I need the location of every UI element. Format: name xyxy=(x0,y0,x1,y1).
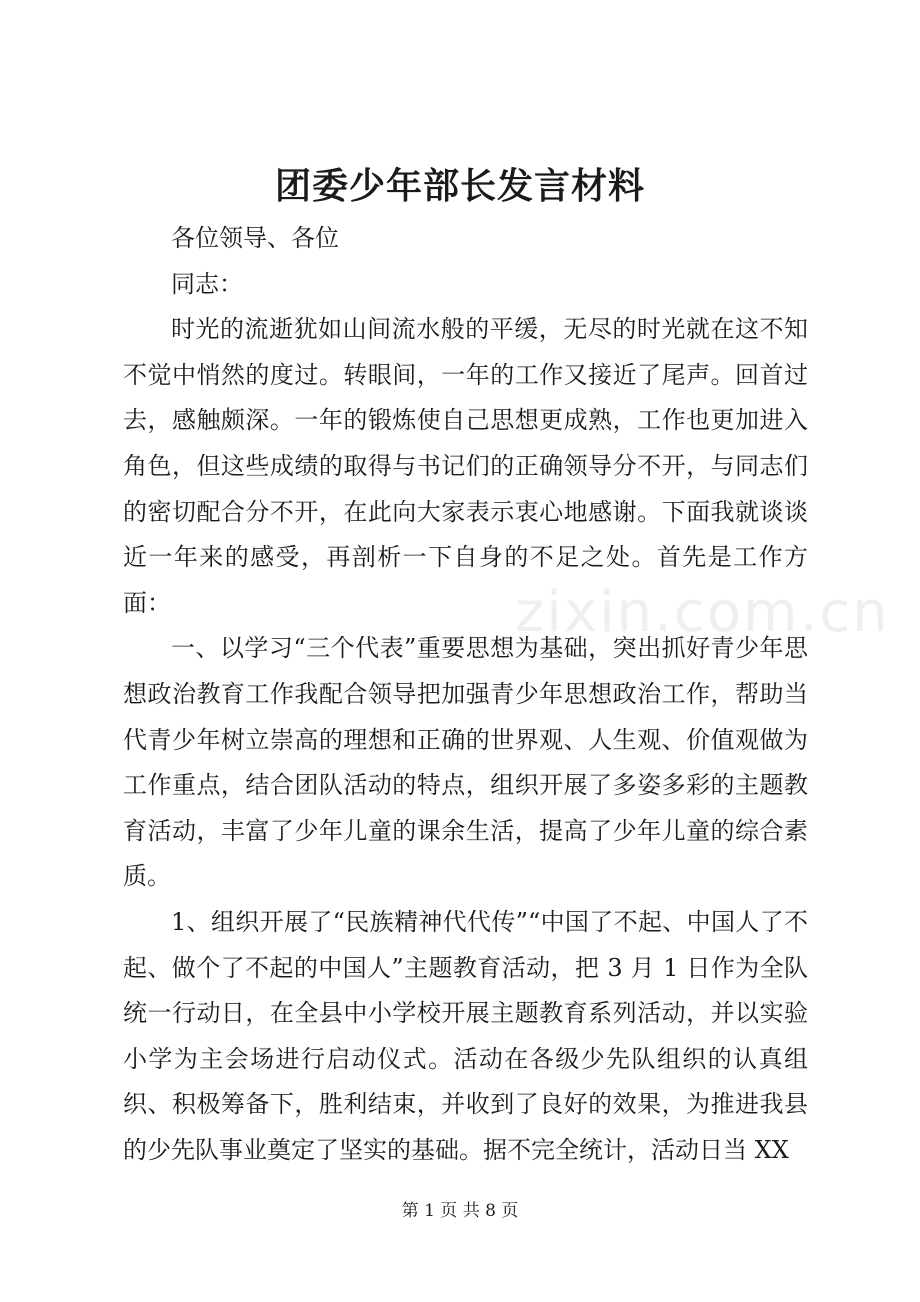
paragraph-2: 一、以学习“三个代表”重要思想为基础，突出抓好青少年思想政治教育工作我配合领导把加强青少年思想政治工作，帮助当代青少年树立崇高的理想和正确的世界观、人生观、价值观做为工作重点，结合团队活动的特点，组织开展了多姿多彩的主题教育活动，丰富了少年儿童的课余生活，提高了少年儿童的综合素质。 xyxy=(123,634,808,891)
watermark: zixin.com.cn xyxy=(515,580,890,645)
document-title: 团委少年部长发言材料 xyxy=(274,165,645,207)
salutation-line-1: 各位领导、各位 xyxy=(171,224,339,252)
document-body xyxy=(123,216,808,1173)
page-footer: 第 1 页 共 8 页 xyxy=(401,1201,519,1221)
paragraph-3: 1、组织开展了“民族精神代代传”“中国了不起、中国人了不起、做个了不起的中国人”主题教育活动，把 3 月 1 日作为全队统一行动日，在全县中小学校开展主题教育系列活动，并以实验小学为主会场进行启动仪式。活动在各级少先队组织的认真组织、积极筹备下，胜利结束，并收到了良好的效果，为推进我县的少先队事业奠定了坚实的基础。据不完全统计，活动日当 XX xyxy=(123,907,808,1164)
salutation-line-2: 同志： xyxy=(171,269,243,298)
paragraph-1: 时光的流逝犹如山间流水般的平缓，无尽的时光就在这不知不觉中悄然的度过。转眼间，一年的工作又接近了尾声。回首过去，感触颇深。一年的锻炼使自己思想更成熟，工作也更加进入角色，但这些成绩的取得与书记们的正确领导分不开，与同志们的密切配合分不开，在此向大家表示衷心地感谢。下面我就谈谈近一年来的感受，再剖析一下自身的不足之处。首先是工作方面： xyxy=(123,315,808,617)
